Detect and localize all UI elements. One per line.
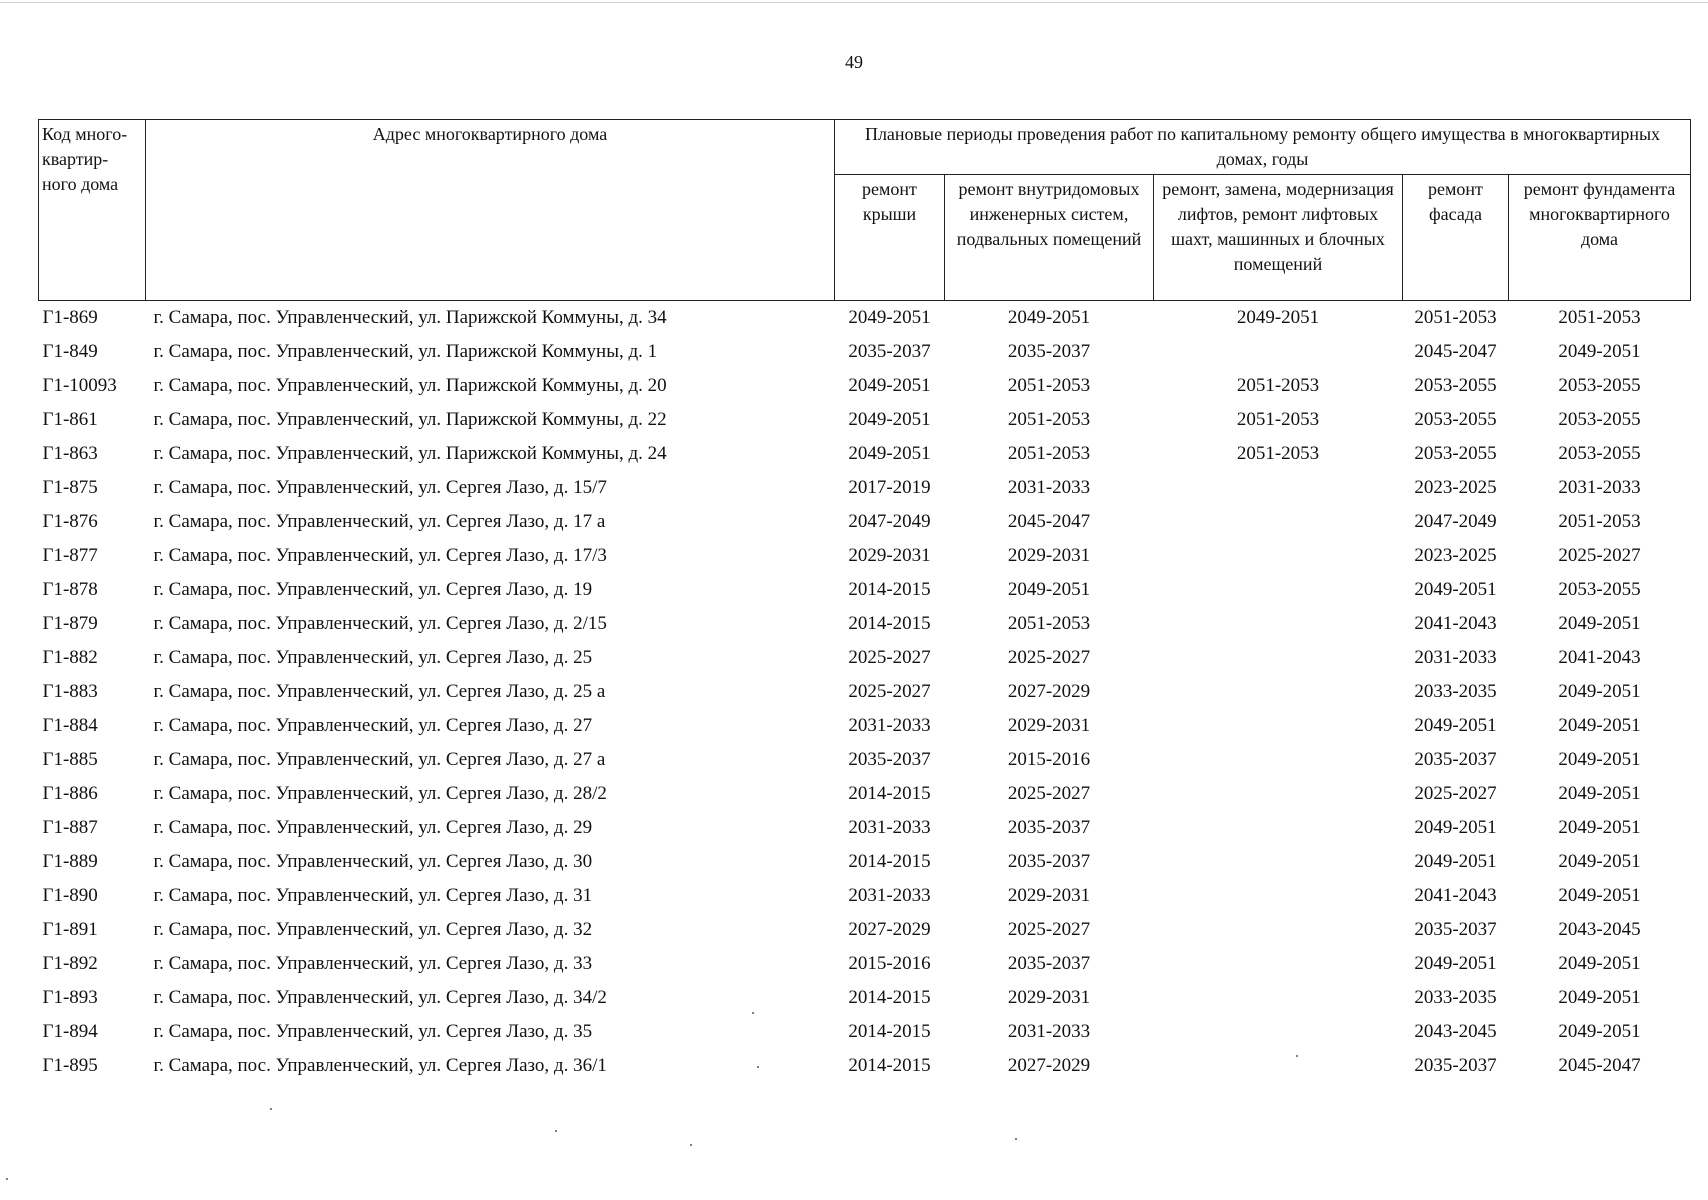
- cell-lifts: [1154, 743, 1403, 777]
- cell-systems: 2029-2031: [1007, 715, 1091, 736]
- cell-foundation: 2049-2051: [1558, 681, 1641, 702]
- cell-lifts: [1154, 845, 1403, 879]
- cell-systems: 2025-2027: [1007, 783, 1091, 804]
- top-rule: [0, 2, 1708, 3]
- cell-facade: 2045-2047: [1414, 341, 1497, 362]
- cell-foundation: 2031-2033: [1558, 477, 1641, 498]
- cell-facade: 2033-2035: [1414, 681, 1497, 702]
- cell-foundation: 2053-2055: [1558, 579, 1641, 600]
- cell-facade: 2053-2055: [1414, 375, 1497, 396]
- cell-systems: 2049-2051: [1007, 307, 1091, 328]
- table-row: [39, 607, 1691, 641]
- cell-foundation: 2025-2027: [1558, 545, 1641, 566]
- table-row: [39, 369, 1691, 403]
- cell-roof: 2015-2016: [848, 953, 931, 974]
- cell-systems: 2027-2029: [1007, 681, 1091, 702]
- cell-roof: 2025-2027: [848, 647, 931, 668]
- cell-foundation: 2049-2051: [1558, 613, 1641, 634]
- cell-lifts: [1154, 641, 1403, 675]
- cell-facade: 2041-2043: [1414, 885, 1497, 906]
- cell-roof: 2014-2015: [848, 579, 931, 600]
- cell-code: Г1-883: [42, 681, 98, 702]
- header-foundation: ремонт фундамента многоквартирного дома: [1509, 175, 1691, 301]
- cell-foundation: 2049-2051: [1558, 817, 1641, 838]
- table-row: [39, 539, 1691, 573]
- table-row: [39, 709, 1691, 743]
- cell-code: Г1-890: [42, 885, 98, 906]
- cell-code: Г1-869: [42, 307, 98, 328]
- cell-foundation: 2049-2051: [1558, 1021, 1641, 1042]
- cell-facade: 2035-2037: [1414, 1055, 1497, 1076]
- cell-address: г. Самара, пос. Управленческий, ул. Сергея Лазо, д. 33: [153, 953, 593, 974]
- table-row: [39, 1049, 1691, 1083]
- cell-facade: 2041-2043: [1414, 613, 1497, 634]
- cell-facade: 2023-2025: [1414, 545, 1497, 566]
- cell-foundation: 2049-2051: [1558, 851, 1641, 872]
- cell-foundation: 2049-2051: [1558, 341, 1641, 362]
- cell-roof: 2014-2015: [848, 1021, 931, 1042]
- cell-roof: 2031-2033: [848, 715, 931, 736]
- cell-code: Г1-10093: [42, 375, 117, 396]
- cell-roof: 2014-2015: [848, 1055, 931, 1076]
- cell-foundation: 2049-2051: [1558, 783, 1641, 804]
- cell-foundation: 2049-2051: [1558, 715, 1641, 736]
- table-row: [39, 335, 1691, 369]
- cell-code: Г1-849: [42, 341, 98, 362]
- header-address: Адрес многоквартирного дома: [146, 120, 835, 301]
- cell-roof: 2029-2031: [848, 545, 931, 566]
- cell-roof: 2014-2015: [848, 851, 931, 872]
- cell-address: г. Самара, пос. Управленческий, ул. Сергея Лазо, д. 30: [153, 851, 593, 872]
- cell-lifts: [1154, 505, 1403, 539]
- cell-address: г. Самара, пос. Управленческий, ул. Сергея Лазо, д. 2/15: [153, 613, 607, 634]
- cell-facade: 2053-2055: [1414, 443, 1497, 464]
- cell-systems: 2035-2037: [1007, 851, 1091, 872]
- cell-address: г. Самара, пос. Управленческий, ул. Парижской Коммуны, д. 24: [153, 443, 667, 464]
- cell-address: г. Самара, пос. Управленческий, ул. Сергея Лазо, д. 36/1: [153, 1055, 607, 1076]
- cell-address: г. Самара, пос. Управленческий, ул. Сергея Лазо, д. 27 а: [153, 749, 606, 770]
- repair-schedule-table: [38, 119, 1691, 1083]
- cell-code: Г1-875: [42, 477, 98, 498]
- cell-roof: 2014-2015: [848, 783, 931, 804]
- cell-code: Г1-895: [42, 1055, 98, 1076]
- cell-lifts: [1154, 471, 1403, 505]
- cell-lifts: [1154, 335, 1403, 369]
- cell-facade: 2023-2025: [1414, 477, 1497, 498]
- cell-systems: 2029-2031: [1007, 545, 1091, 566]
- cell-facade: 2035-2037: [1414, 749, 1497, 770]
- cell-lifts: [1154, 879, 1403, 913]
- cell-address: г. Самара, пос. Управленческий, ул. Парижской Коммуны, д. 22: [153, 409, 667, 430]
- cell-roof: 2049-2051: [848, 443, 931, 464]
- cell-roof: 2031-2033: [848, 817, 931, 838]
- cell-code: Г1-882: [42, 647, 98, 668]
- cell-foundation: 2053-2055: [1558, 375, 1641, 396]
- cell-address: г. Самара, пос. Управленческий, ул. Сергея Лазо, д. 34/2: [153, 987, 607, 1008]
- cell-systems: 2051-2053: [1007, 443, 1091, 464]
- cell-lifts: 2051-2053: [1236, 443, 1320, 464]
- cell-systems: 2025-2027: [1007, 919, 1091, 940]
- cell-facade: 2043-2045: [1414, 1021, 1497, 1042]
- cell-foundation: 2043-2045: [1558, 919, 1641, 940]
- cell-systems: 2051-2053: [1007, 409, 1091, 430]
- cell-foundation: 2049-2051: [1558, 953, 1641, 974]
- cell-code: Г1-889: [42, 851, 98, 872]
- cell-lifts: [1154, 811, 1403, 845]
- cell-lifts: [1154, 709, 1403, 743]
- cell-address: г. Самара, пос. Управленческий, ул. Сергея Лазо, д. 28/2: [153, 783, 607, 804]
- cell-systems: 2031-2033: [1007, 477, 1091, 498]
- cell-facade: 2049-2051: [1414, 579, 1497, 600]
- table-row: [39, 641, 1691, 675]
- table-row: [39, 437, 1691, 471]
- cell-address: г. Самара, пос. Управленческий, ул. Сергея Лазо, д. 27: [153, 715, 593, 736]
- header-roof: ремонт крыши: [835, 175, 945, 301]
- cell-address: г. Самара, пос. Управленческий, ул. Сергея Лазо, д. 25: [153, 647, 593, 668]
- cell-foundation: 2053-2055: [1558, 443, 1641, 464]
- header-code: Код много-квартир-ного дома: [39, 120, 146, 301]
- header-systems: ремонт внутридомовых инженерных систем, подвальных помещений: [945, 175, 1154, 301]
- cell-facade: 2049-2051: [1414, 851, 1497, 872]
- table-header: [39, 120, 1691, 301]
- cell-roof: 2035-2037: [848, 749, 931, 770]
- cell-foundation: 2051-2053: [1558, 511, 1641, 532]
- cell-code: Г1-891: [42, 919, 98, 940]
- cell-address: г. Самара, пос. Управленческий, ул. Сергея Лазо, д. 17 а: [153, 511, 606, 532]
- cell-code: Г1-884: [42, 715, 98, 736]
- table-row: [39, 913, 1691, 947]
- cell-address: г. Самара, пос. Управленческий, ул. Сергея Лазо, д. 19: [153, 579, 593, 600]
- table-row: [39, 845, 1691, 879]
- table-row: [39, 403, 1691, 437]
- cell-facade: 2053-2055: [1414, 409, 1497, 430]
- cell-address: г. Самара, пос. Управленческий, ул. Парижской Коммуны, д. 20: [153, 375, 667, 396]
- cell-lifts: 2051-2053: [1236, 375, 1320, 396]
- table-row: [39, 947, 1691, 981]
- cell-address: г. Самара, пос. Управленческий, ул. Сергея Лазо, д. 17/3: [153, 545, 607, 566]
- cell-address: г. Самара, пос. Управленческий, ул. Сергея Лазо, д. 31: [153, 885, 593, 906]
- cell-systems: 2051-2053: [1007, 375, 1091, 396]
- cell-systems: 2029-2031: [1007, 885, 1091, 906]
- repair-schedule-table-wrap: [38, 119, 1690, 1083]
- cell-roof: 2017-2019: [848, 477, 931, 498]
- table-row: [39, 1015, 1691, 1049]
- cell-systems: 2035-2037: [1007, 953, 1091, 974]
- cell-roof: 2014-2015: [848, 987, 931, 1008]
- table-body: [39, 301, 1691, 1084]
- cell-code: Г1-861: [42, 409, 98, 430]
- cell-code: Г1-878: [42, 579, 98, 600]
- cell-code: Г1-863: [42, 443, 98, 464]
- cell-facade: 2033-2035: [1414, 987, 1497, 1008]
- cell-lifts: [1154, 675, 1403, 709]
- cell-lifts: [1154, 539, 1403, 573]
- cell-facade: 2031-2033: [1414, 647, 1497, 668]
- cell-code: Г1-893: [42, 987, 98, 1008]
- cell-facade: 2049-2051: [1414, 953, 1497, 974]
- cell-foundation: 2049-2051: [1558, 749, 1641, 770]
- table-row: [39, 471, 1691, 505]
- cell-code: Г1-887: [42, 817, 98, 838]
- cell-roof: 2031-2033: [848, 885, 931, 906]
- cell-roof: 2049-2051: [848, 409, 931, 430]
- table-row: [39, 811, 1691, 845]
- cell-address: г. Самара, пос. Управленческий, ул. Парижской Коммуны, д. 1: [153, 341, 658, 362]
- cell-code: Г1-876: [42, 511, 98, 532]
- cell-foundation: 2051-2053: [1558, 307, 1641, 328]
- cell-systems: 2031-2033: [1007, 1021, 1091, 1042]
- cell-roof: 2049-2051: [848, 307, 931, 328]
- cell-lifts: [1154, 1049, 1403, 1083]
- cell-code: Г1-886: [42, 783, 98, 804]
- table-row: [39, 981, 1691, 1015]
- header-facade: ремонт фасада: [1403, 175, 1509, 301]
- cell-facade: 2047-2049: [1414, 511, 1497, 532]
- cell-lifts: [1154, 1015, 1403, 1049]
- table-row: [39, 675, 1691, 709]
- cell-address: г. Самара, пос. Управленческий, ул. Сергея Лазо, д. 29: [153, 817, 593, 838]
- cell-foundation: 2049-2051: [1558, 987, 1641, 1008]
- cell-systems: 2027-2029: [1007, 1055, 1091, 1076]
- cell-lifts: [1154, 607, 1403, 641]
- cell-foundation: 2045-2047: [1558, 1055, 1641, 1076]
- table-row: [39, 743, 1691, 777]
- cell-lifts: 2051-2053: [1236, 409, 1320, 430]
- cell-facade: 2049-2051: [1414, 817, 1497, 838]
- cell-address: г. Самара, пос. Управленческий, ул. Парижской Коммуны, д. 34: [153, 307, 667, 328]
- cell-code: Г1-894: [42, 1021, 98, 1042]
- cell-code: Г1-877: [42, 545, 98, 566]
- cell-foundation: 2041-2043: [1558, 647, 1641, 668]
- table-row: [39, 573, 1691, 607]
- table-row: [39, 879, 1691, 913]
- table-row: [39, 777, 1691, 811]
- cell-lifts: [1154, 573, 1403, 607]
- cell-roof: 2049-2051: [848, 375, 931, 396]
- cell-facade: 2051-2053: [1414, 307, 1497, 328]
- cell-roof: 2027-2029: [848, 919, 931, 940]
- cell-systems: 2015-2016: [1007, 749, 1091, 770]
- cell-facade: 2035-2037: [1414, 919, 1497, 940]
- cell-facade: 2025-2027: [1414, 783, 1497, 804]
- cell-systems: 2051-2053: [1007, 613, 1091, 634]
- cell-code: Г1-892: [42, 953, 98, 974]
- cell-systems: 2029-2031: [1007, 987, 1091, 1008]
- cell-systems: 2025-2027: [1007, 647, 1091, 668]
- cell-roof: 2025-2027: [848, 681, 931, 702]
- header-lifts: ремонт, замена, модернизация лифтов, ремонт лифтовых шахт, машинных и блочных помещений: [1154, 175, 1403, 301]
- cell-address: г. Самара, пос. Управленческий, ул. Сергея Лазо, д. 35: [153, 1021, 593, 1042]
- cell-lifts: [1154, 777, 1403, 811]
- table-row: [39, 301, 1691, 336]
- cell-foundation: 2049-2051: [1558, 885, 1641, 906]
- cell-lifts: [1154, 947, 1403, 981]
- cell-code: Г1-885: [42, 749, 98, 770]
- cell-lifts: [1154, 913, 1403, 947]
- header-periods-group: Плановые периоды проведения работ по капитальному ремонту общего имущества в многоквартирных домах, годы: [835, 120, 1691, 175]
- cell-code: Г1-879: [42, 613, 98, 634]
- cell-roof: 2035-2037: [848, 341, 931, 362]
- page-number: 49: [845, 52, 863, 72]
- cell-address: г. Самара, пос. Управленческий, ул. Сергея Лазо, д. 15/7: [153, 477, 607, 498]
- cell-systems: 2045-2047: [1007, 511, 1091, 532]
- cell-address: г. Самара, пос. Управленческий, ул. Сергея Лазо, д. 32: [153, 919, 593, 940]
- cell-systems: 2035-2037: [1007, 817, 1091, 838]
- cell-systems: 2035-2037: [1007, 341, 1091, 362]
- cell-roof: 2014-2015: [848, 613, 931, 634]
- cell-lifts: [1154, 981, 1403, 1015]
- cell-facade: 2049-2051: [1414, 715, 1497, 736]
- cell-lifts: 2049-2051: [1236, 307, 1320, 328]
- cell-foundation: 2053-2055: [1558, 409, 1641, 430]
- table-row: [39, 505, 1691, 539]
- cell-address: г. Самара, пос. Управленческий, ул. Сергея Лазо, д. 25 а: [153, 681, 606, 702]
- cell-systems: 2049-2051: [1007, 579, 1091, 600]
- cell-roof: 2047-2049: [848, 511, 931, 532]
